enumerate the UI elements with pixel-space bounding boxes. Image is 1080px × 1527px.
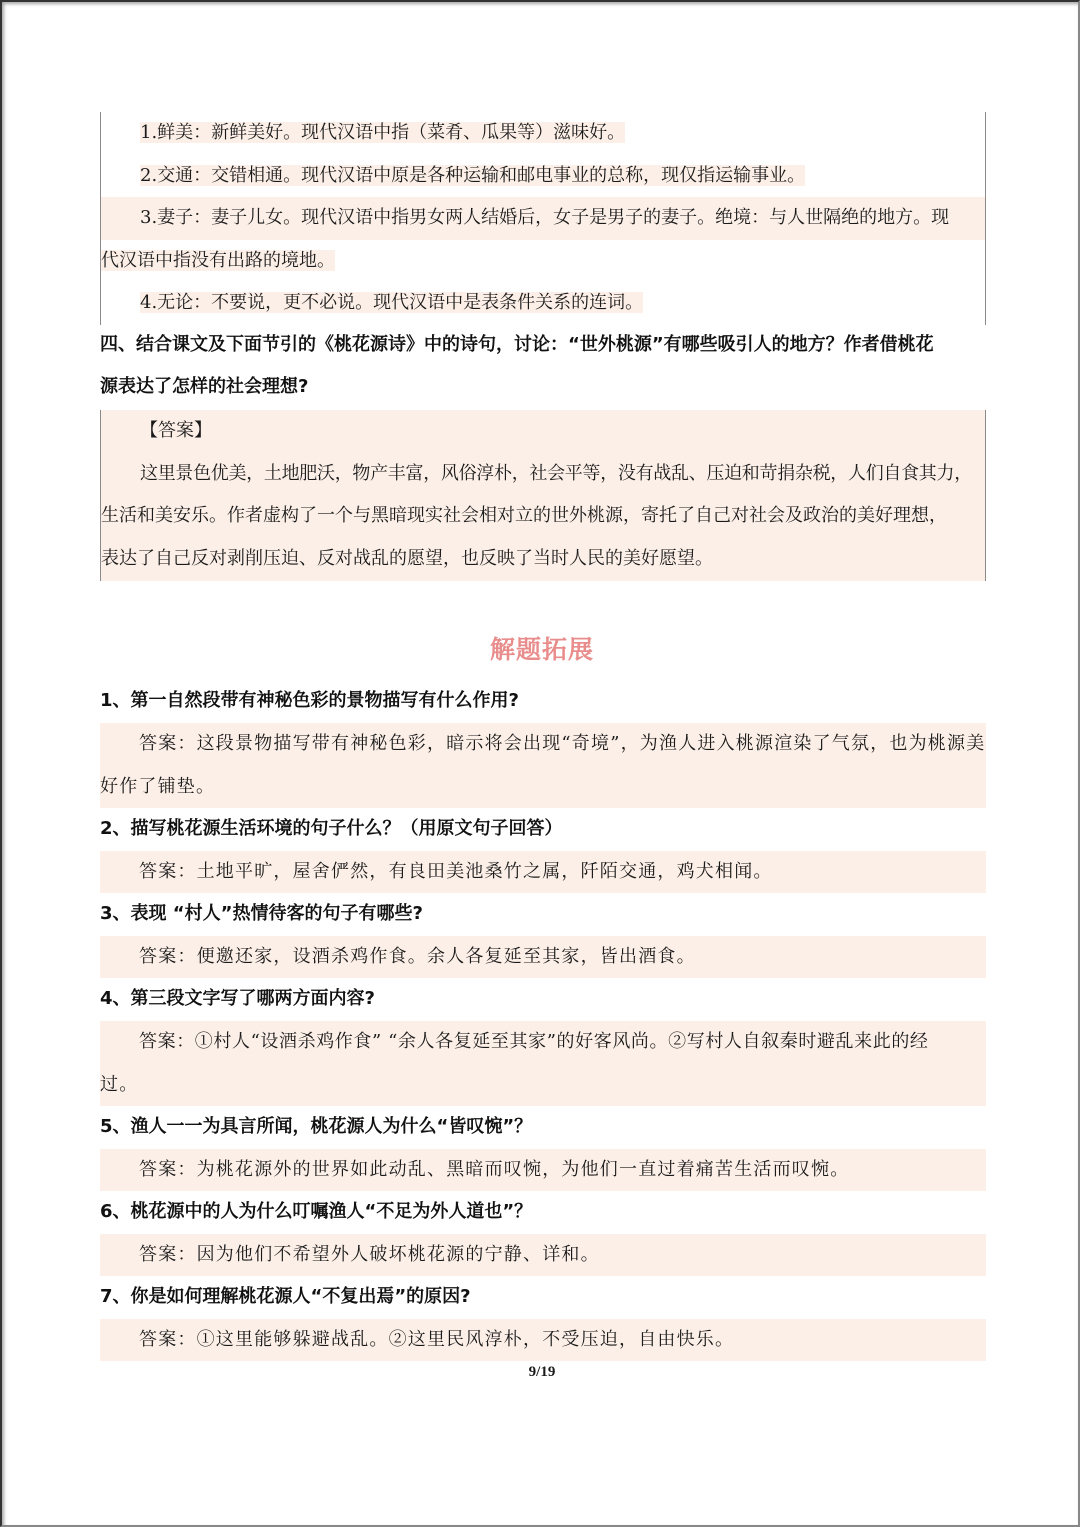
ext-answer-7-line-1: 答案：①这里能够躲避战乱。②这里民风淳朴，不受压迫，自由快乐。 [139, 1329, 735, 1350]
ext-answer-7 [100, 1319, 986, 1361]
answer-line-2: 生活和美安乐。作者虚构了一个与黑暗现实社会相对立的世外桃源，寄托了自己对社会及政治的美好理想， [101, 505, 947, 526]
question-4-line-1: 四、结合课文及下面节引的《桃花源诗》中的诗句，讨论：“世外桃源”有哪些吸引人的地方？作者借桃花 [100, 334, 934, 355]
ext-question-2: 2、描写桃花源生活环境的句子什么？（用原文句子回答） [100, 818, 563, 839]
answer-box-q4 [100, 410, 986, 581]
ext-question-6: 6、桃花源中的人为什么叮嘱渔人“不足为外人道也”？ [100, 1201, 533, 1222]
ext-answer-4-line-1: 答案：①村人“设酒杀鸡作食” “余人各复延至其家”的好客风尚。②写村人自叙秦时避乱来此的经 [139, 1031, 929, 1052]
ext-answer-3 [100, 936, 986, 978]
ext-answer-1-line-2: 好作了铺垫。 [100, 775, 216, 797]
answer-line-1: 这里景色优美，土地肥沃，物产丰富，风俗淳朴，社会平等，没有战乱、压迫和苛捐杂税，人们自食其力， [140, 462, 972, 484]
ext-answer-5 [100, 1149, 986, 1191]
note-line-3: 3.妻子：妻子儿女。现代汉语中指男女两人结婚后，女子是男子的妻子。绝境：与人世隔绝的地方。现 [101, 197, 985, 240]
ext-answer-1 [100, 723, 986, 808]
answer-line-3: 表达了自己反对剥削压迫、反对战乱的愿望，也反映了当时人民的美好愿望。 [101, 547, 713, 569]
answer-label: 【答案】 [140, 420, 212, 441]
ext-question-4: 4、第三段文字写了哪两方面内容? [100, 988, 375, 1009]
notes-box [100, 112, 986, 325]
ext-answer-2 [100, 851, 986, 893]
ext-answer-2-line-1: 答案：土地平旷，屋舍俨然，有良田美池桑竹之属，阡陌交通，鸡犬相闻。 [139, 861, 773, 882]
ext-answer-4-line-2: 过。 [100, 1073, 139, 1095]
note-line-2: 2.交通：交错相通。现代汉语中原是各种运输和邮电事业的总称，现仅指运输事业。 [140, 164, 806, 186]
ext-answer-4 [100, 1021, 986, 1106]
page-number: 9/19 [528, 1364, 556, 1380]
ext-answer-3-line-1: 答案：便邀还家，设酒杀鸡作食。余人各复延至其家，皆出酒食。 [139, 946, 696, 967]
ext-answer-5-line-1: 答案：为桃花源外的世界如此动乱、黑暗而叹惋，为他们一直过着痛苦生活而叹惋。 [139, 1159, 850, 1180]
ext-answer-6 [100, 1234, 986, 1276]
ext-question-5: 5、渔人一一为具言所闻，桃花源人为什么“皆叹惋”？ [100, 1116, 533, 1137]
section-title: 解题拓展 [489, 635, 594, 664]
ext-question-7: 7、你是如何理解桃花源人“不复出焉”的原因? [100, 1286, 471, 1307]
ext-answer-6-line-1: 答案：因为他们不希望外人破坏桃花源的宁静、详和。 [139, 1244, 600, 1265]
ext-question-3: 3、表现 “村人”热情待客的句子有哪些? [100, 903, 423, 924]
ext-question-1: 1、第一自然段带有神秘色彩的景物描写有什么作用? [100, 690, 519, 711]
ext-answer-1-line-1: 答案：这段景物描写带有神秘色彩，暗示将会出现“奇境”，为渔人进入桃源渲染了气氛，也为桃源美 [139, 733, 986, 754]
note-line-1: 1.鲜美：新鲜美好。现代汉语中指（菜肴、瓜果等）滋味好。 [140, 122, 626, 143]
question-4-line-2: 源表达了怎样的社会理想? [100, 376, 309, 397]
note-line-5: 4.无论：不要说，更不必说。现代汉语中是表条件关系的连词。 [140, 292, 644, 313]
note-line-4: 代汉语中指没有出路的境地。 [101, 249, 335, 271]
